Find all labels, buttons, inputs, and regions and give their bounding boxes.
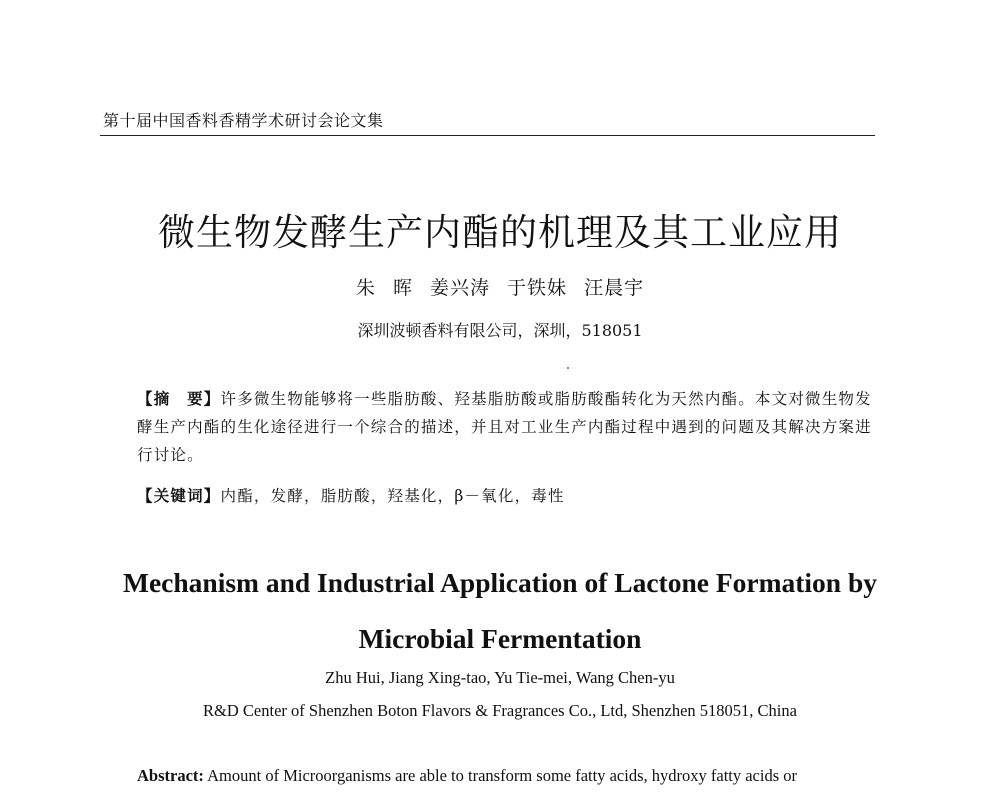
affiliation-en: R&D Center of Shenzhen Boton Flavors & Fragrances Co., Ltd, Shenzhen 518051, China [203, 701, 797, 720]
abstract-zh-text: 许多微生物能够将一些脂肪酸、羟基脂肪酸或脂肪酸酯转化为天然内酯。本文对微生物发酵生产内酯的生化途径进行一个综合的描述，并且对工业生产内酯过程中遇到的问题及其解决方案进行讨论。 [137, 390, 872, 464]
running-header: 第十届中国香料香精学术研讨会论文集 [103, 111, 384, 130]
keywords-zh-label: 【关键词】 [137, 487, 221, 505]
title-en-line2: Microbial Fermentation [358, 623, 642, 654]
title-en-line1: Mechanism and Industrial Application of Lactone Formation by [122, 567, 878, 598]
affiliation-zh: 深圳波顿香料有限公司，深圳，518051 [357, 321, 643, 340]
authors-zh: 朱 晖 姜兴涛 于铁妹 汪晨宇 [355, 277, 645, 299]
keywords-zh-text: 内酯，发酵，脂肪酸，羟基化，β－氧化，毒性 [220, 487, 565, 505]
title-zh: 微生物发酵生产内酯的机理及其工业应用 [158, 211, 842, 254]
title-en [0, 555, 1000, 667]
abstract-en [137, 766, 897, 786]
abstract-zh [137, 385, 877, 469]
authors-en: Zhu Hui, Jiang Xing-tao, Yu Tie-mei, Wang Chen-yu [325, 668, 675, 687]
keywords-zh [137, 484, 877, 506]
abstract-en-label: Abstract: [137, 766, 204, 785]
abstract-zh-label: 【摘 要】 [137, 390, 221, 408]
abstract-en-text: Amount of Microorganisms are able to transform some fatty acids, hydroxy fatty acids or [207, 766, 798, 785]
scan-speck [567, 367, 569, 369]
header-rule [100, 135, 875, 136]
